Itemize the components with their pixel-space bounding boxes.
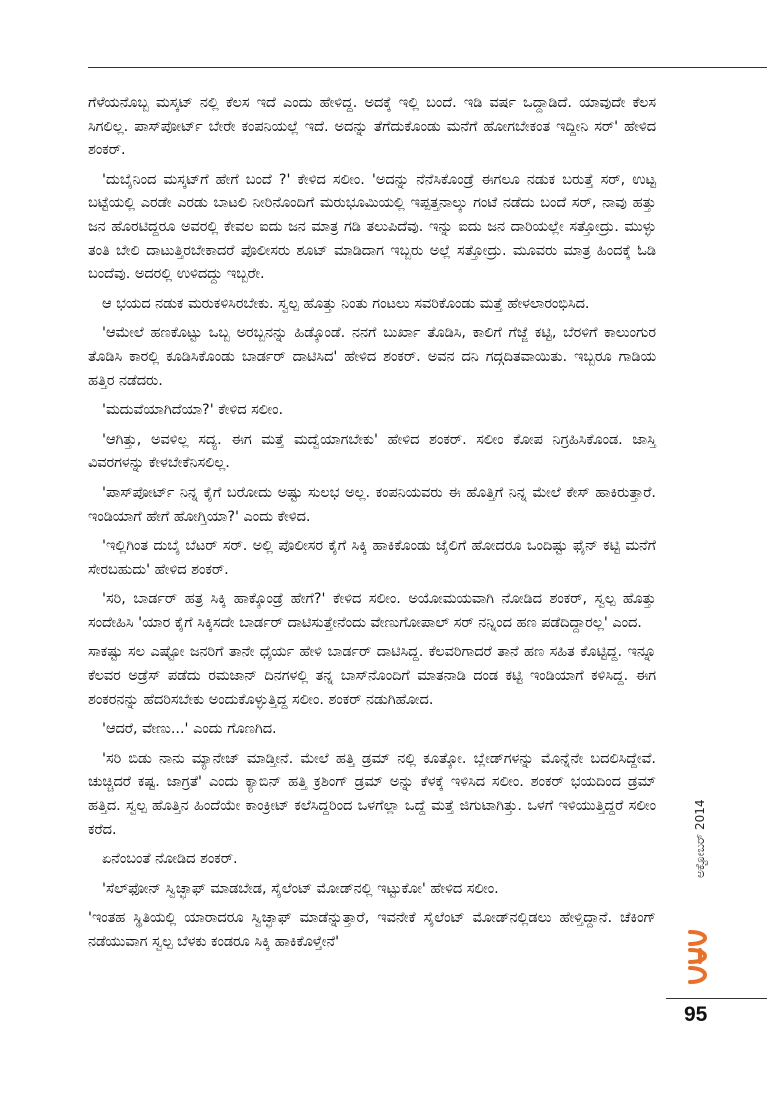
- article-body: [88, 92, 656, 961]
- paragraph: ಏನೆಂಬಂತೆ ನೋಡಿದ ಶಂಕರ್.: [102, 851, 238, 868]
- paragraph: 'ಆದರೆ, ವೇಣು...' ಎಂದು ಗೊಣಗಿದ.: [102, 721, 277, 738]
- paragraph: 'ಸರಿ ಬಿಡು ನಾನು ಮ್ಯಾನೇಜ್ ಮಾಡ್ತೀನೆ. ಮೇಲೆ ಹತ್ತಿ ಡ್ರಮ್ ನಲ್ಲಿ ಕೂತ್ಕೋ. ಬ್ಲೇಡ್‌ಗಳನ್ನು ಮೊನ್ನೆನೇ ಬದಲಿಸಿದ್ದೇವೆ. ಚುಚ್ಚಿದರೆ ಕಷ್ಟ. ಜಾಗ್ರತೆ' ಎಂದು ಕ್ಯಾಬಿನ್ ಹತ್ತಿ ಕ್ರಶಿಂಗ್ ಡ್ರಮ್ ಅನ್ನು ಕೆಳಕ್ಕೆ ಇಳಿಸಿದ ಸಲೀಂ. ಶಂಕರ್ ಭಯದಿಂದ ಡ್ರಮ್ ಹತ್ತಿದ. ಸ್ವಲ್ಪ ಹೊತ್ತಿನ ಹಿಂದೆಯೇ ಕಾಂಕ್ರೀಟ್ ಕಲೆಸಿದ್ದರಿಂದ ಒಳಗೆಲ್ಲಾ ಒದ್ದೆ ಮತ್ತೆ ಜಿಗುಟಾಗಿತ್ತು. ಒಳಗೆ ಇಳಿಯುತ್ತಿದ್ದರೆ ಸಲೀಂ ಕರೆದ.: [88, 750, 656, 838]
- paragraph: 'ಆಮೇಲೆ ಹಣಕೊಟ್ಟು ಒಬ್ಬ ಅರಬ್ಬನನ್ನು ಹಿಡ್ಕೊಂಡೆ. ನನಗೆ ಬುರ್ಖಾ ತೊಡಿಸಿ, ಕಾಲಿಗೆ ಗೆಜ್ಜೆ ಕಟ್ಟಿ, ಬೆರಳಿಗೆ ಕಾಲುಂಗುರ ತೊಡಿಸಿ ಕಾರಲ್ಲಿ ಕೂಡಿಸಿಕೊಂಡು ಬಾರ್ಡರ್ ದಾಟಿಸಿದ' ಹೇಳಿದ ಶಂಕರ್. ಅವನ ದನಿ ಗದ್ಗದಿತವಾಯಿತು. ಇಬ್ಬರೂ ಗಾಡಿಯ ಹತ್ತಿರ ನಡೆದರು.: [88, 325, 656, 389]
- paragraph: 'ಸೆಲ್‌ಫೋನ್ ಸ್ವಿಚ್ಛಾಫ್ ಮಾಡಬೇಡ, ಸೈಲೆಂಟ್ ಮೋಡ್‌ನಲ್ಲಿ ಇಟ್ಟುಕೋ' ಹೇಳಿದ ಸಲೀಂ.: [102, 880, 499, 897]
- paragraph: 'ಇಂತಹ ಸ್ಥಿತಿಯಲ್ಲಿ ಯಾರಾದರೂ ಸ್ವಿಚ್ಛಾಫ್ ಮಾಡೆನ್ನುತ್ತಾರೆ, ಇವನೇಕೆ ಸೈಲೆಂಟ್ ಮೋಡ್‌ನಲ್ಲಿಡಲು ಹೇಳ್ತಿದ್ದಾನೆ. ಚೆಕಿಂಗ್ ನಡೆಯುವಾಗ ಸ್ವಲ್ಪ ಬೆಳಕು ಕಂಡರೂ ಸಿಕ್ಕಿ ಹಾಕಿಕೊಳ್ತೇನೆ': [88, 910, 656, 950]
- paragraph: 'ಪಾಸ್‌ಪೋರ್ಟ್ ನಿನ್ನ ಕೈಗೆ ಬರೋದು ಅಷ್ಟು ಸುಲಭ ಅಲ್ಲ. ಕಂಪನಿಯವರು ಈ ಹೊತ್ತಿಗೆ ನಿನ್ನ ಮೇಲೆ ಕೇಸ್ ಹಾಕಿರುತ್ತಾರೆ. ಇಂಡಿಯಾಗೆ ಹೇಗೆ ಹೋಗ್ತಿಯಾ?' ಎಂದು ಕೇಳಿದ.: [88, 484, 656, 525]
- page-number: 95: [684, 1003, 708, 1026]
- footer-rule: [666, 998, 767, 999]
- paragraph: 'ಆಗಿತ್ತು, ಅವಳಿಲ್ಲ ಸದ್ಯ. ಈಗ ಮತ್ತೆ ಮದ್ವೆಯಾಗಬೇಕು' ಹೇಳಿದ ಶಂಕರ್. ಸಲೀಂ ಕೋಪ ನಿಗ್ರಹಿಸಿಕೊಂಡ. ಜಾಸ್ತಿ ವಿವರಗಳನ್ನು ಕೇಳಬೇಕೆನಿಸಲಿಲ್ಲ.: [88, 431, 656, 472]
- header-rule: [88, 67, 767, 68]
- paragraph: 'ದುಬೈನಿಂದ ಮಸ್ಕಟ್‌ಗೆ ಹೇಗೆ ಬಂದೆ ?' ಕೇಳಿದ ಸಲೀಂ. 'ಅದನ್ನು ನೆನೆಸಿಕೊಂಡ್ರೆ ಈಗಲೂ ನಡುಕ ಬರುತ್ತೆ ಸರ್, ಉಟ್ಟ ಬಟ್ಟೆಯಲ್ಲಿ ಎರಡೇ ಎರಡು ಬಾಟಲಿ ನೀರಿನೊಂದಿಗೆ ಮರುಭೂಮಿಯಲ್ಲಿ ಇಪ್ಪತ್ತನಾಲ್ಕು ಗಂಟೆ ನಡೆದು ಬಂದೆ ಸರ್, ನಾವು ಹತ್ತು ಜನ ಹೊರಟಿದ್ದರೂ ಅವರಲ್ಲಿ ಕೇವಲ ಐದು ಜನ ಮಾತ್ರ ಗಡಿ ತಲುಪಿದೆವು. ಇನ್ನು ಐದು ಜನ ದಾರಿಯಲ್ಲೇ ಸತ್ತೋದ್ರು. ಮುಳ್ಳು ತಂತಿ ಬೇಲಿ ದಾಟುತ್ತಿರಬೇಕಾದರೆ ಪೊಲೀಸರು ಶೂಟ್ ಮಾಡಿದಾಗ ಇಬ್ಬರು ಅಲ್ಲೆ ಸತ್ತೋದ್ರು. ಮೂವರು ಮಾತ್ರ ಹಿಂದಕ್ಕೆ ಓಡಿ ಬಂದೆವು. ಅದರಲ್ಲಿ ಉಳಿದದ್ದು ಇಬ್ಬರೇ.: [88, 171, 656, 283]
- paragraph: ಗೆಳೆಯನೊಬ್ಬ ಮಸ್ಕಟ್ ನಲ್ಲಿ ಕೆಲಸ ಇದೆ ಎಂದು ಹೇಳಿದ್ದ. ಅದಕ್ಕೆ ಇಲ್ಲಿ ಬಂದೆ. ಇಡಿ ವರ್ಷ ಒದ್ದಾಡಿದೆ. ಯಾವುದೇ ಕೆಲಸ ಸಿಗಲಿಲ್ಲ. ಪಾಸ್‌ಪೋರ್ಟ್ ಬೇರೇ ಕಂಪನಿಯಲ್ಲೆ ಇದೆ. ಅದನ್ನು ತೆಗೆದುಕೊಂಡು ಮನೆಗೆ ಹೋಗಬೇಕಂತ ಇದ್ದೀನಿ ಸರ್' ಹೇಳಿದ ಶಂಕರ್.: [88, 95, 656, 159]
- issue-date: ಅಕ್ಟೋಬರ್ 2014: [693, 800, 707, 879]
- paragraph: ಸಾಕಷ್ಟು ಸಲ ಎಷ್ಟೋ ಜನರಿಗೆ ತಾನೇ ಧೈರ್ಯ ಹೇಳಿ ಬಾರ್ಡರ್ ದಾಟಿಸಿದ್ದ. ಕೆಲವರಿಗಾದರೆ ತಾನೆ ಹಣ ಸಹಿತ ಕೊಟ್ಟಿದ್ದ. ಇನ್ನೂ ಕೆಲವರ ಅಡ್ರೆಸ್ ಪಡೆದು ರಮಜಾನ್ ದಿನಗಳಲ್ಲಿ ತನ್ನ ಬಾಸ್‌ನೊಂದಿಗೆ ಮಾತನಾಡಿ ದಂಡ ಕಟ್ಟಿ ಇಂಡಿಯಾಗೆ ಕಳಿಸಿದ್ದ. ಈಗ ಶಂಕರನನ್ನು ಹೆದರಿಸಬೇಕು ಅಂದುಕೊಳ್ಳುತ್ತಿದ್ದ ಸಲೀಂ. ಶಂಕರ್ ನಡುಗಿಹೋದ.: [88, 644, 656, 708]
- magazine-logo: [684, 928, 716, 986]
- paragraph: ಆ ಭಯದ ನಡುಕ ಮರುಕಳಿಸಿರಬೇಕು. ಸ್ವಲ್ಪ ಹೊತ್ತು ನಿಂತು ಗಂಟಲು ಸವರಿಕೊಂಡು ಮತ್ತೆ ಹೇಳಲಾರಂಭಿಸಿದ.: [102, 295, 590, 312]
- paragraph: 'ಸರಿ, ಬಾರ್ಡರ್ ಹತ್ರ ಸಿಕ್ಕಿ ಹಾಕ್ಕೊಂಡ್ರೆ ಹೇಗೆ?' ಕೇಳಿದ ಸಲೀಂ. ಅಯೋಮಯವಾಗಿ ನೋಡಿದ ಶಂಕರ್, ಸ್ವಲ್ಪ ಹೊತ್ತು ಸಂದೇಹಿಸಿ 'ಯಾರ ಕೈಗೆ ಸಿಕ್ಕಿಸದೇ ಬಾರ್ಡರ್ ದಾಟಿಸುತ್ತೇನೆಂದು ವೇಣುಗೋಪಾಲ್ ಸರ್ ನನ್ನಿಂದ ಹಣ ಪಡೆದಿದ್ದಾರಲ್ಲ' ಎಂದ.: [88, 591, 656, 631]
- paragraph: 'ಇಲ್ಲಿಗಿಂತ ದುಬೈ ಬೆಟರ್ ಸರ್. ಅಲ್ಲಿ ಪೊಲೀಸರ ಕೈಗೆ ಸಿಕ್ಕಿ ಹಾಕಿಕೊಂಡು ಜೈಲಿಗೆ ಹೋದರೂ ಒಂದಿಷ್ಟು ಫೈನ್ ಕಟ್ಟಿ ಮನೆಗೆ ಸೇರಬಹುದು' ಹೇಳಿದ ಶಂಕರ್.: [88, 538, 656, 578]
- paragraph: 'ಮದುವೆಯಾಗಿದೆಯಾ?' ಕೇಳಿದ ಸಲೀಂ.: [102, 402, 284, 419]
